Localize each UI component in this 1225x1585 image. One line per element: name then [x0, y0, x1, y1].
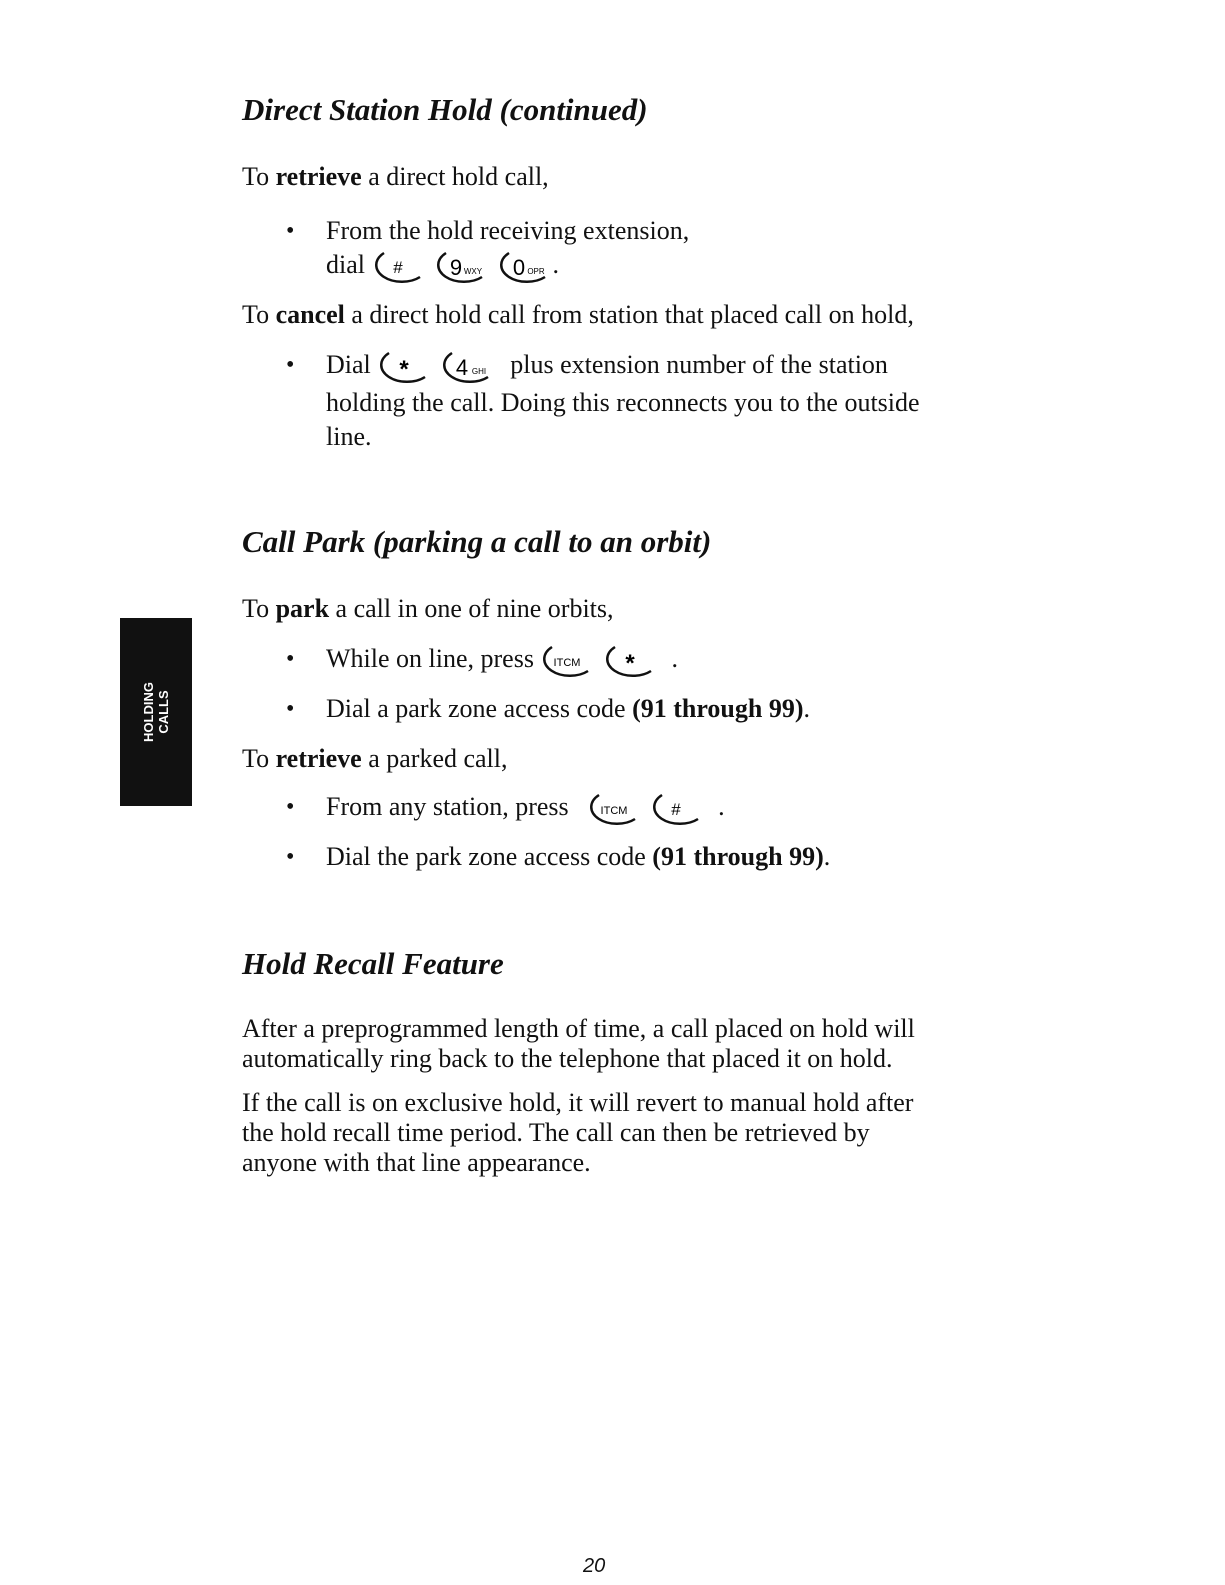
list-item: dial # 9 WXY 0 OPR .	[326, 248, 559, 284]
bullet-icon: •	[286, 844, 295, 870]
list-item: • Dial * 4 GHI plus extension number of the station	[286, 350, 888, 384]
retrieve-parked-intro: To retrieve a parked call,	[242, 744, 508, 773]
hash-key-icon	[374, 250, 426, 284]
side-tab-label: HOLDING CALLS	[141, 682, 171, 742]
four-key-icon	[442, 350, 494, 384]
list-item: • Dial the park zone access code (91 through 99).	[326, 840, 830, 874]
star-key-icon	[379, 350, 431, 384]
bullet-icon: •	[286, 352, 295, 378]
list-item: • While on line, press ITCM * .	[286, 644, 678, 678]
svg-text:4: 4	[455, 355, 468, 381]
list-item: • Dial a park zone access code (91 through 99).	[326, 692, 810, 726]
svg-text:9: 9	[449, 255, 463, 281]
svg-text:#: #	[670, 800, 681, 820]
park-intro: To park a call in one of nine orbits,	[242, 594, 614, 623]
page-number: 20	[583, 1555, 606, 1577]
svg-text:0: 0	[512, 255, 525, 281]
hold-recall-para1-line: automatically ring back to the telephone that placed it on hold.	[242, 1044, 893, 1073]
list-item-cont: holding the call. Doing this reconnects you to the outside	[326, 388, 920, 417]
svg-text:*: *	[625, 650, 635, 678]
svg-text:ITCM: ITCM	[600, 805, 628, 818]
retrieve-direct-intro: To retrieve a direct hold call,	[242, 162, 549, 191]
hold-recall-para2-line: the hold recall time period. The call can then be retrieved by	[242, 1118, 870, 1147]
itcm-key-icon	[589, 792, 641, 826]
star-key-icon	[605, 644, 657, 678]
hold-recall-para2-line: If the call is on exclusive hold, it will revert to manual hold after	[242, 1088, 914, 1117]
itcm-key-icon	[542, 644, 594, 678]
bullet-icon: •	[286, 696, 295, 722]
list-item: • From the hold receiving extension,	[326, 214, 689, 248]
list-item: • From any station, press ITCM # .	[326, 790, 725, 826]
bullet-icon: •	[286, 218, 295, 244]
svg-text:OPR: OPR	[526, 267, 545, 277]
svg-text:ITCM: ITCM	[554, 657, 581, 670]
svg-text:GHI: GHI	[471, 367, 486, 377]
zero-key-icon	[499, 250, 551, 284]
cancel-direct-intro: To cancel a direct hold call from station that placed call on hold,	[242, 300, 914, 329]
section-title-direct-hold: Direct Station Hold (continued)	[242, 92, 648, 127]
section-side-tab	[120, 618, 192, 806]
hash-key-icon	[652, 792, 704, 826]
nine-key-icon	[436, 250, 488, 284]
svg-text:#: #	[392, 258, 403, 278]
svg-text:*: *	[399, 356, 409, 384]
section-title-hold-recall: Hold Recall Feature	[242, 946, 504, 981]
hold-recall-para1-line: After a preprogrammed length of time, a call placed on hold will	[242, 1014, 915, 1043]
bullet-icon: •	[286, 794, 295, 820]
bullet-icon: •	[286, 646, 295, 672]
section-title-call-park: Call Park (parking a call to an orbit)	[242, 524, 712, 559]
svg-text:WXY: WXY	[463, 267, 483, 277]
list-item-cont: line.	[326, 422, 372, 451]
hold-recall-para2-line: anyone with that line appearance.	[242, 1148, 591, 1177]
